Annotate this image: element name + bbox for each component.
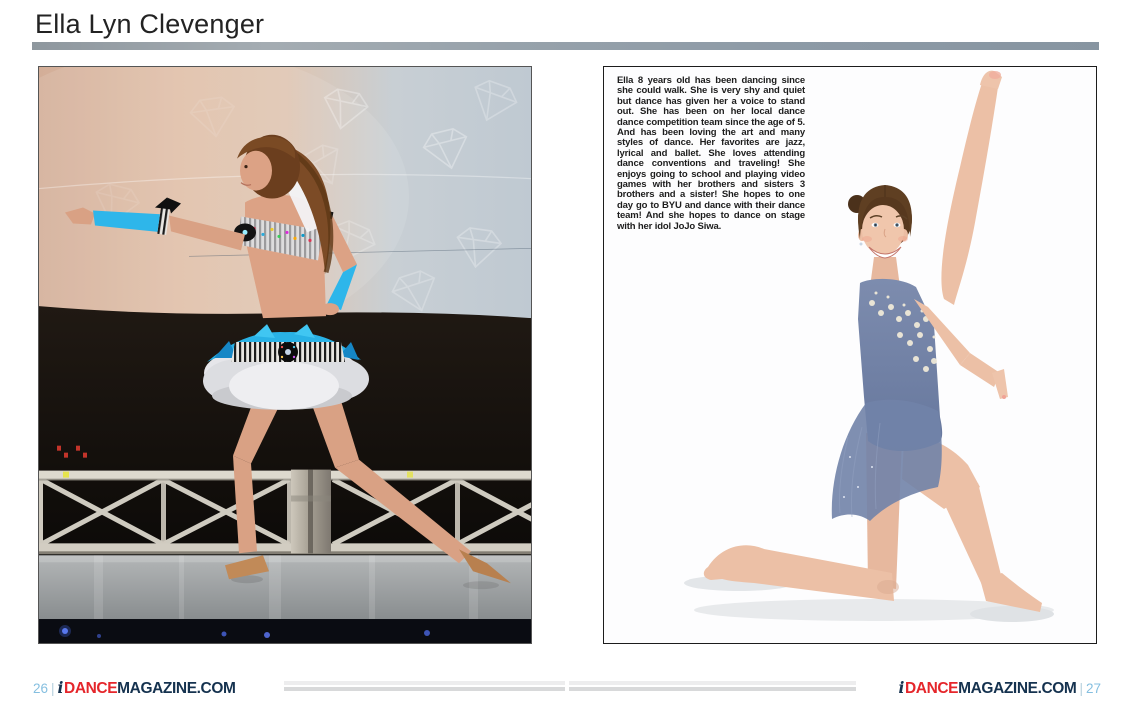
left-page-photo-frame bbox=[38, 66, 532, 644]
right-page-number: 27 bbox=[1085, 681, 1101, 696]
logo-dance: DANCE bbox=[904, 679, 959, 697]
stage-floor bbox=[39, 555, 531, 619]
stage-photo bbox=[39, 67, 531, 643]
footer-right bbox=[898, 678, 1101, 698]
logo-i: i bbox=[898, 677, 904, 697]
logo-i: i bbox=[57, 677, 64, 697]
left-page-number: 26 bbox=[33, 681, 49, 696]
footer-rule-left bbox=[284, 681, 565, 691]
footer-left bbox=[33, 678, 236, 698]
right-page bbox=[603, 66, 1097, 644]
page-number-divider: | bbox=[51, 681, 55, 696]
logo-dance: DANCE bbox=[64, 679, 118, 697]
title-underline-rule bbox=[32, 42, 1099, 50]
idance-magazine-logo bbox=[58, 677, 236, 698]
page-number-divider: | bbox=[1079, 681, 1083, 696]
stage-front-edge bbox=[39, 619, 531, 643]
logo-magazine: MAGAZINE.COM bbox=[117, 679, 236, 697]
idance-magazine-logo bbox=[898, 677, 1076, 698]
logo-magazine: MAGAZINE.COM bbox=[958, 679, 1077, 697]
page-title: Ella Lyn Clevenger bbox=[35, 9, 265, 39]
bio-text: Ella 8 years old has been dancing since she could walk. She is very shy and quiet but dance has given her a voice to stand out. She has been on her local dance dance competition team since the age of 5. And has been loving the art and many styles of dance. Her favorites are jazz, lyrical and ballet. She loves attending dance conventions and traveling! She enjoys going to school and playing video games with her brothers and sisters 3 brothers and a sister! She hopes to one day go to BYU and dance with their dance team! And she hopes to dance on stage with her idol JoJo Siwa. bbox=[617, 75, 805, 232]
footer-rule-right bbox=[569, 681, 856, 691]
